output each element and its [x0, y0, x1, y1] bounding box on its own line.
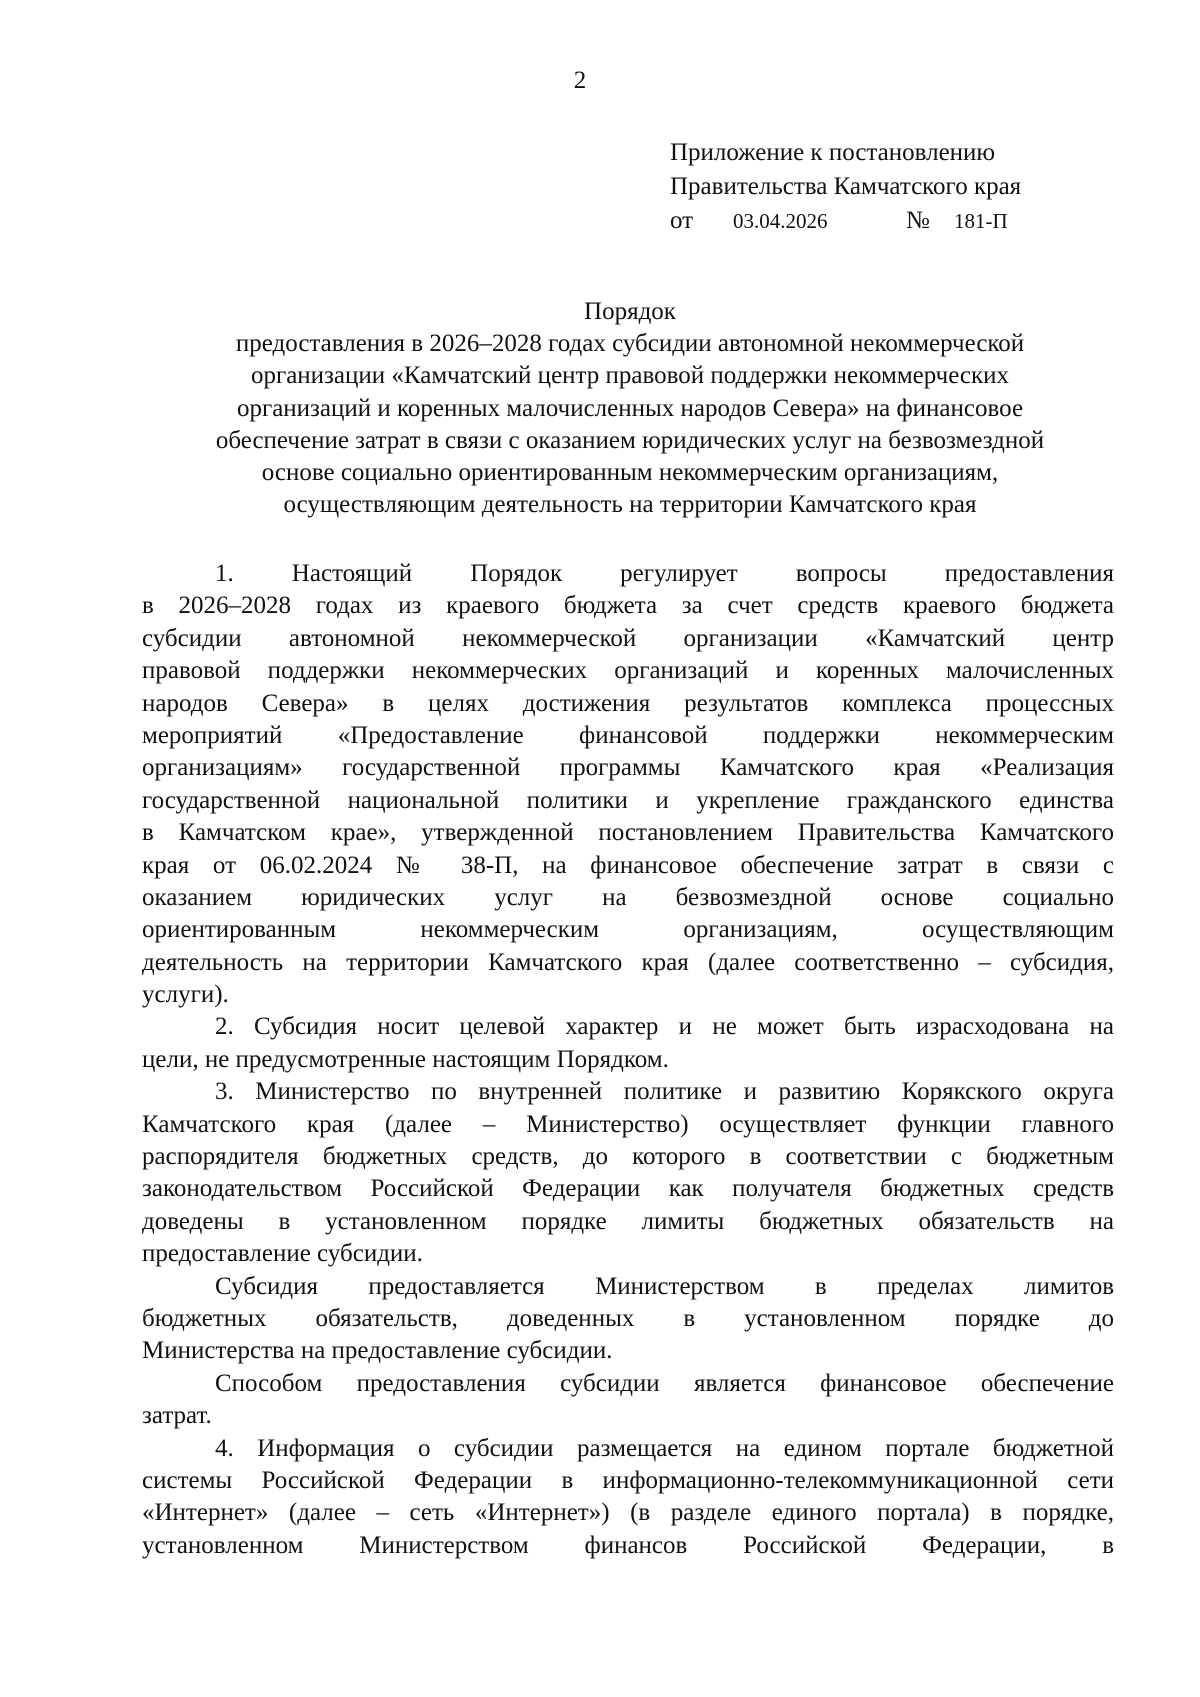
paragraph-line: доведены в установленном порядке лимиты бюджетных обязательств на: [142, 1207, 1114, 1235]
title-heading: Порядок: [584, 298, 676, 325]
paragraph-line: затрат.: [142, 1402, 212, 1430]
title-line: осуществляющим деятельность на территории Камчатского края: [283, 491, 977, 519]
document-title: [160, 296, 1100, 521]
paragraph-line: 3. Министерство по внутренней политике и развитию Корякского округа: [215, 1078, 1114, 1106]
title-line: предоставления в 2026–2028 годах субсидии автономной некоммерческой: [235, 330, 1025, 358]
resolution-date: 03.04.2026: [733, 209, 828, 233]
paragraph-line: мероприятий «Предоставление финансовой поддержки некоммерческим: [142, 721, 1114, 749]
paragraph-line: установленном Министерством финансов Российской Федерации, в: [142, 1531, 1114, 1559]
paragraph-line: Министерства на предоставление субсидии.: [142, 1337, 613, 1365]
paragraph-line: края от 06.02.2024 № 38-П, на финансовое обеспечение затрат в связи с: [142, 851, 1114, 879]
paragraph-line: деятельность на территории Камчатского края (далее соответственно – субсидия,: [142, 948, 1114, 976]
paragraph-line: услуги).: [142, 981, 229, 1009]
paragraph-line: Способом предоставления субсидии является финансовое обеспечение: [215, 1369, 1114, 1397]
paragraph-line: субсидии автономной некоммерческой организации «Камчатский центр: [142, 624, 1114, 652]
paragraph-line: 4. Информация о субсидии размещается на едином портале бюджетной: [215, 1434, 1114, 1462]
paragraph-line: цели, не предусмотренные настоящим Порядком.: [142, 1045, 669, 1073]
from-label: от: [670, 207, 694, 234]
paragraph-line: 2. Субсидия носит целевой характер и не может быть израсходована на: [215, 1013, 1114, 1041]
appendix-line-2: Правительства Камчатского края: [670, 173, 1022, 200]
paragraph-line: Субсидия предоставляется Министерством в пределах лимитов: [215, 1272, 1114, 1300]
number-sign: №: [906, 207, 930, 234]
paragraph-line: в Камчатском крае», утвержденной постановлением Правительства Камчатского: [142, 819, 1114, 847]
paragraph-line: государственной национальной политики и укрепление гражданского единства: [142, 786, 1114, 814]
paragraph-line: законодательством Российской Федерации как получателя бюджетных средств: [142, 1175, 1114, 1203]
paragraph-line: оказанием юридических услуг на безвозмездной основе социально: [142, 883, 1114, 911]
paragraph-line: Камчатского края (далее – Министерство) осуществляет функции главного: [142, 1110, 1114, 1138]
paragraph-line: распорядителя бюджетных средств, до которого в соответствии с бюджетным: [142, 1143, 1114, 1171]
title-line: организаций и коренных малочисленных народов Севера» на финансовое: [236, 394, 1024, 422]
appendix-line-1: Приложение к постановлению: [670, 139, 996, 166]
paragraph-line: 1. Настоящий Порядок регулирует вопросы предоставления: [215, 560, 1114, 587]
paragraph-line: системы Российской Федерации в информационно-телекоммуникационной сети: [142, 1466, 1114, 1494]
paragraph-line: предоставление субсидии.: [142, 1240, 423, 1268]
paragraph-line: в 2026–2028 годах из краевого бюджета за счет средств краевого бюджета: [142, 592, 1114, 620]
document-body: [142, 558, 1114, 1562]
paragraph-line: бюджетных обязательств, доведенных в установленном порядке до: [142, 1304, 1114, 1332]
paragraph-line: народов Севера» в целях достижения результатов комплекса процессных: [142, 689, 1114, 717]
resolution-number: 181-П: [954, 209, 1008, 233]
title-line: организации «Камчатский центр правовой поддержки некоммерческих: [250, 362, 1010, 390]
appendix-header: [670, 136, 1110, 238]
paragraph-line: «Интернет» (далее – сеть «Интернет») (в разделе единого портала) в порядке,: [142, 1499, 1114, 1527]
resolution-reference: [670, 204, 1110, 238]
title-line: основе социально ориентированным некоммерческим организациям,: [261, 459, 999, 487]
paragraph-line: правовой поддержки некоммерческих организаций и коренных малочисленных: [142, 657, 1114, 685]
title-line: обеспечение затрат в связи с оказанием юридических услуг на безвозмездной: [215, 426, 1045, 454]
page-number: 2: [573, 67, 587, 94]
paragraph-line: организациям» государственной программы Камчатского края «Реализация: [142, 754, 1114, 782]
paragraph-line: ориентированным некоммерческим организациям, осуществляющим: [142, 916, 1114, 944]
